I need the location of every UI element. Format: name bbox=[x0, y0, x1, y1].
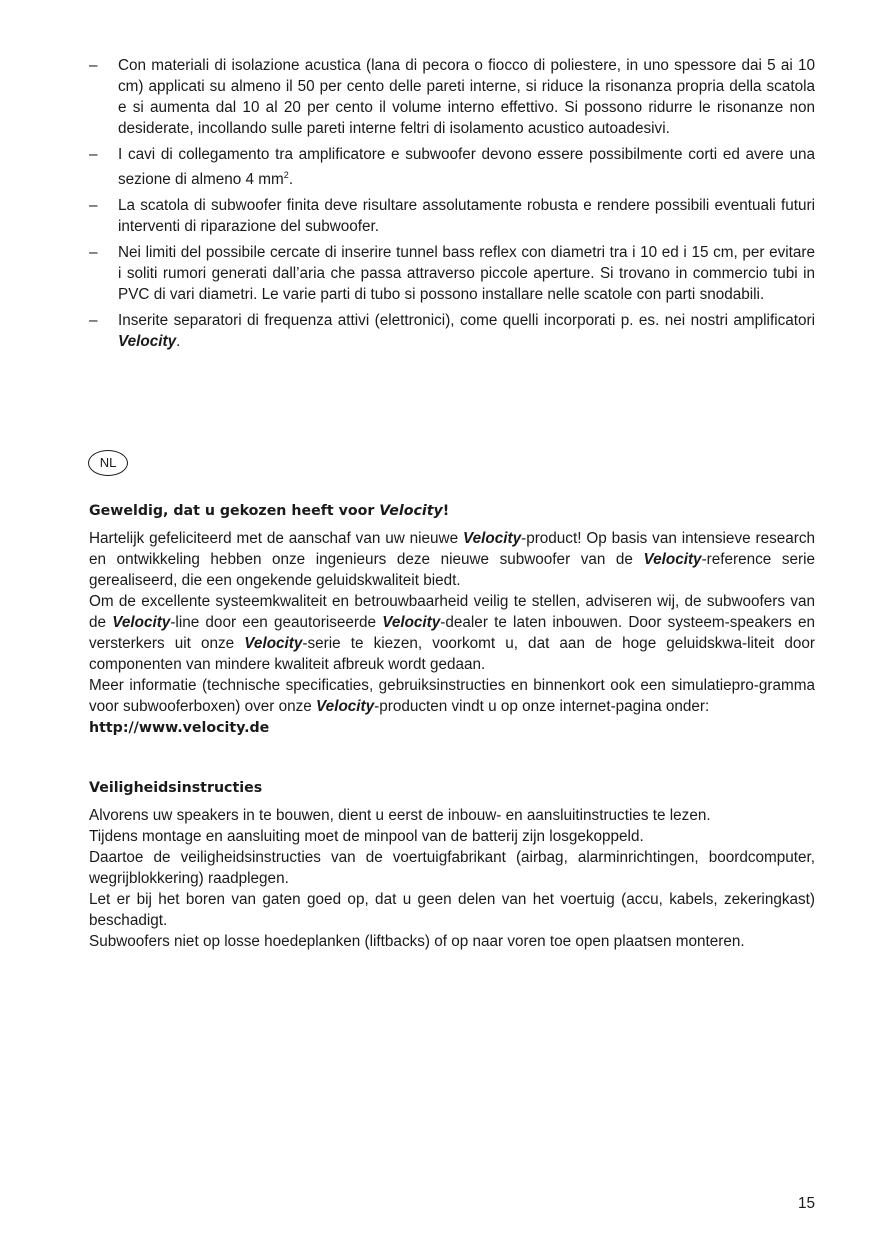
list-item bbox=[89, 310, 815, 352]
list-dash: – bbox=[89, 146, 98, 163]
brand-name: Velocity bbox=[382, 614, 441, 631]
section-heading: Veiligheidsinstructies bbox=[89, 780, 263, 796]
section-heading bbox=[89, 501, 815, 521]
list-item-text: I cavi di collegamento tra amplificatore e subwoofer devono essere possibilmente corti ed avere una sezione di almeno 4 mm bbox=[118, 146, 815, 189]
brand-name: Velocity bbox=[112, 614, 171, 631]
safety-line: Subwoofers niet op losse hoedeplanken (liftbacks) of op naar voren toe open plaatsen monteren. bbox=[89, 933, 745, 950]
list-item-text: Inserite separatori di frequenza attivi (elettronici), come quelli incorporati p. es. nei nostri amplificatori bbox=[118, 312, 815, 330]
superscript: 2 bbox=[283, 170, 289, 180]
text: -serie te kiezen, voorkomt u, dat aan de hoge geluidskwa-liteit door componenten van mindere kwaliteit afbreuk wordt gedaan. bbox=[89, 635, 815, 673]
list-dash: – bbox=[89, 197, 98, 215]
safety-section bbox=[89, 778, 815, 952]
list-item bbox=[89, 195, 815, 237]
list-item-text: Nei limiti del possibile cercate di inserire tunnel bass reflex con diametri tra i 10 ed i 15 cm, per evitare i soliti rumori generati dall’aria che passa attraverso piccole aperture. Si trovano in commercio tubi in PVC di vari diametri. Le varie parti di tubo si possono installare nelle scatole con parti snodabili. bbox=[118, 244, 815, 304]
text: Meer informatie (technische specificaties, gebruiksinstructies en binnenkort ook een simulatiepro-gramma voor subwooferboxen) over onze bbox=[89, 677, 815, 715]
text: -reference serie gerealiseerd, die een ongekende geluidskwaliteit biedt. bbox=[89, 551, 815, 589]
language-badge: NL bbox=[88, 450, 128, 476]
text: -line door een geautoriseerde bbox=[170, 614, 383, 631]
safety-line: Tijdens montage en aansluiting moet de minpool van de batterij zijn losgekoppeld. bbox=[89, 828, 644, 845]
safety-line: Alvorens uw speakers in te bouwen, dient u eerst de inbouw- en aansluitinstructies te lezen. bbox=[89, 807, 711, 824]
list-dash: – bbox=[89, 57, 98, 74]
list-dash: – bbox=[89, 312, 98, 330]
list-item bbox=[89, 144, 815, 190]
list-item-text: Con materiali di isolazione acustica (lana di pecora o fiocco di poliestere, in uno spessore dai 5 ai 10 cm) applicati su almeno il 50 per cento delle pareti interne, si riduce la risonanza propria della scatola e si aumenta dal 10 al 20 per cento il volume interno effettivo. Si possono ridurre le risonanze non desiderate, incollando sulle pareti interne feltri di isolamento acustico autoadesivi. bbox=[118, 57, 815, 137]
list-item bbox=[89, 55, 815, 139]
list-item bbox=[89, 242, 815, 305]
heading-text: Geweldig, dat u gekozen heeft voor bbox=[89, 503, 380, 519]
period: . bbox=[288, 171, 294, 189]
brand-name: Velocity bbox=[643, 551, 702, 568]
period: . bbox=[176, 333, 181, 351]
text: Om de excellente systeemkwaliteit en betrouwbaarheid veilig te stellen, adviseren wij, de subwoofers van de bbox=[89, 593, 815, 631]
intro-paragraph bbox=[89, 675, 815, 739]
heading-suffix: ! bbox=[442, 503, 450, 519]
text: Hartelijk gefeliciteerd met de aanschaf van uw nieuwe bbox=[89, 530, 463, 547]
intro-section bbox=[89, 501, 815, 739]
list-dash: – bbox=[89, 244, 98, 262]
intro-paragraph bbox=[89, 591, 815, 675]
page-number: 15 bbox=[797, 1195, 815, 1212]
italian-instruction-list bbox=[89, 55, 815, 357]
brand-name: Velocity bbox=[462, 530, 522, 547]
brand-name: Velocity bbox=[379, 503, 443, 519]
text: -dealer te laten inbouwen. Door systeem-speakers en versterkers uit onze bbox=[89, 614, 815, 652]
safety-line: Daartoe de veiligheidsinstructies van de voertuigfabrikant (airbag, alarminrichtingen, boordcomputer, wegrijblokkering) raadplegen. bbox=[89, 849, 815, 887]
text: -producten vindt u op onze internet-pagina onder: bbox=[374, 698, 710, 715]
brand-name: Velocity bbox=[316, 698, 375, 715]
website-url: http://www.velocity.de bbox=[89, 720, 270, 736]
safety-line: Let er bij het boren van gaten goed op, dat u geen delen van het voertuig (accu, kabels, zekeringkast) beschadigt. bbox=[89, 891, 815, 929]
brand-name: Velocity bbox=[244, 635, 303, 652]
brand-name: Velocity bbox=[118, 333, 177, 351]
text: -product! Op basis van intensieve research en ontwikkeling hebben onze ingenieurs deze nieuwe subwoofer van de bbox=[89, 530, 815, 568]
list-item-text: La scatola di subwoofer finita deve risultare assolutamente robusta e rendere possibili eventuali futuri interventi di riparazione del subwoofer. bbox=[118, 197, 815, 236]
intro-paragraph bbox=[89, 528, 815, 591]
